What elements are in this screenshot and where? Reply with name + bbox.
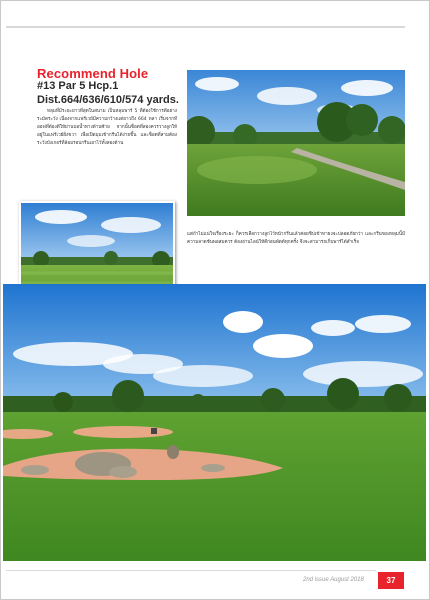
issue-label: 2nd issue August 2018	[303, 577, 364, 583]
green-bunker-photo	[3, 284, 426, 561]
header-divider	[6, 26, 405, 28]
page-number: 37	[378, 572, 404, 589]
footer-divider	[6, 570, 376, 571]
fairway-photo	[187, 70, 405, 216]
article-paragraph-1: หลุมที่มีระยะยาวที่สุดในสนาม เป็นหลุมพาร์ 5 ที่ต้องใช้การตีอย่างระมัดระวัง เนื่องจากแฟร์เวย์มีความกว้างแต่ยาวถึง 664 หลา เริ่มจากทีออฟที่ต้องตีให้ผ่านบ่อน้ำทางด้านซ้าย จากนั้นช็อตที่สองควรวางลูกให้อยู่ในแฟร์เวย์ฝั่งขวา เพื่อเปิดมุมเข้ากรีนได้ง่ายขึ้น และช็อตที่สามต้องระวังบังเกอร์ที่ล้อมรอบกรีนเอาไว้ทั้งสองด้าน	[37, 109, 177, 146]
hole-info: #13 Par 5 Hcp.1	[37, 80, 119, 92]
article-title: Recommend Hole	[37, 66, 149, 81]
article-paragraph-2: แต่ถ้าไม่แน่ใจเรื่องระยะ ก็ควรเลือกวางลูกไว้หน้ากรีนแล้วค่อยชิปเข้าหาธงจะปลอดภัยกว่า และกรีนของหลุมนี้มีความลาดชันพอสมควร ต้องอ่านไลน์ให้ดีก่อนพัตต์ทุกครั้ง จึงจะสามารถเก็บพาร์ได้สำเร็จ	[187, 232, 405, 245]
hole-distances: Dist.664/636/610/574 yards.	[37, 94, 179, 106]
